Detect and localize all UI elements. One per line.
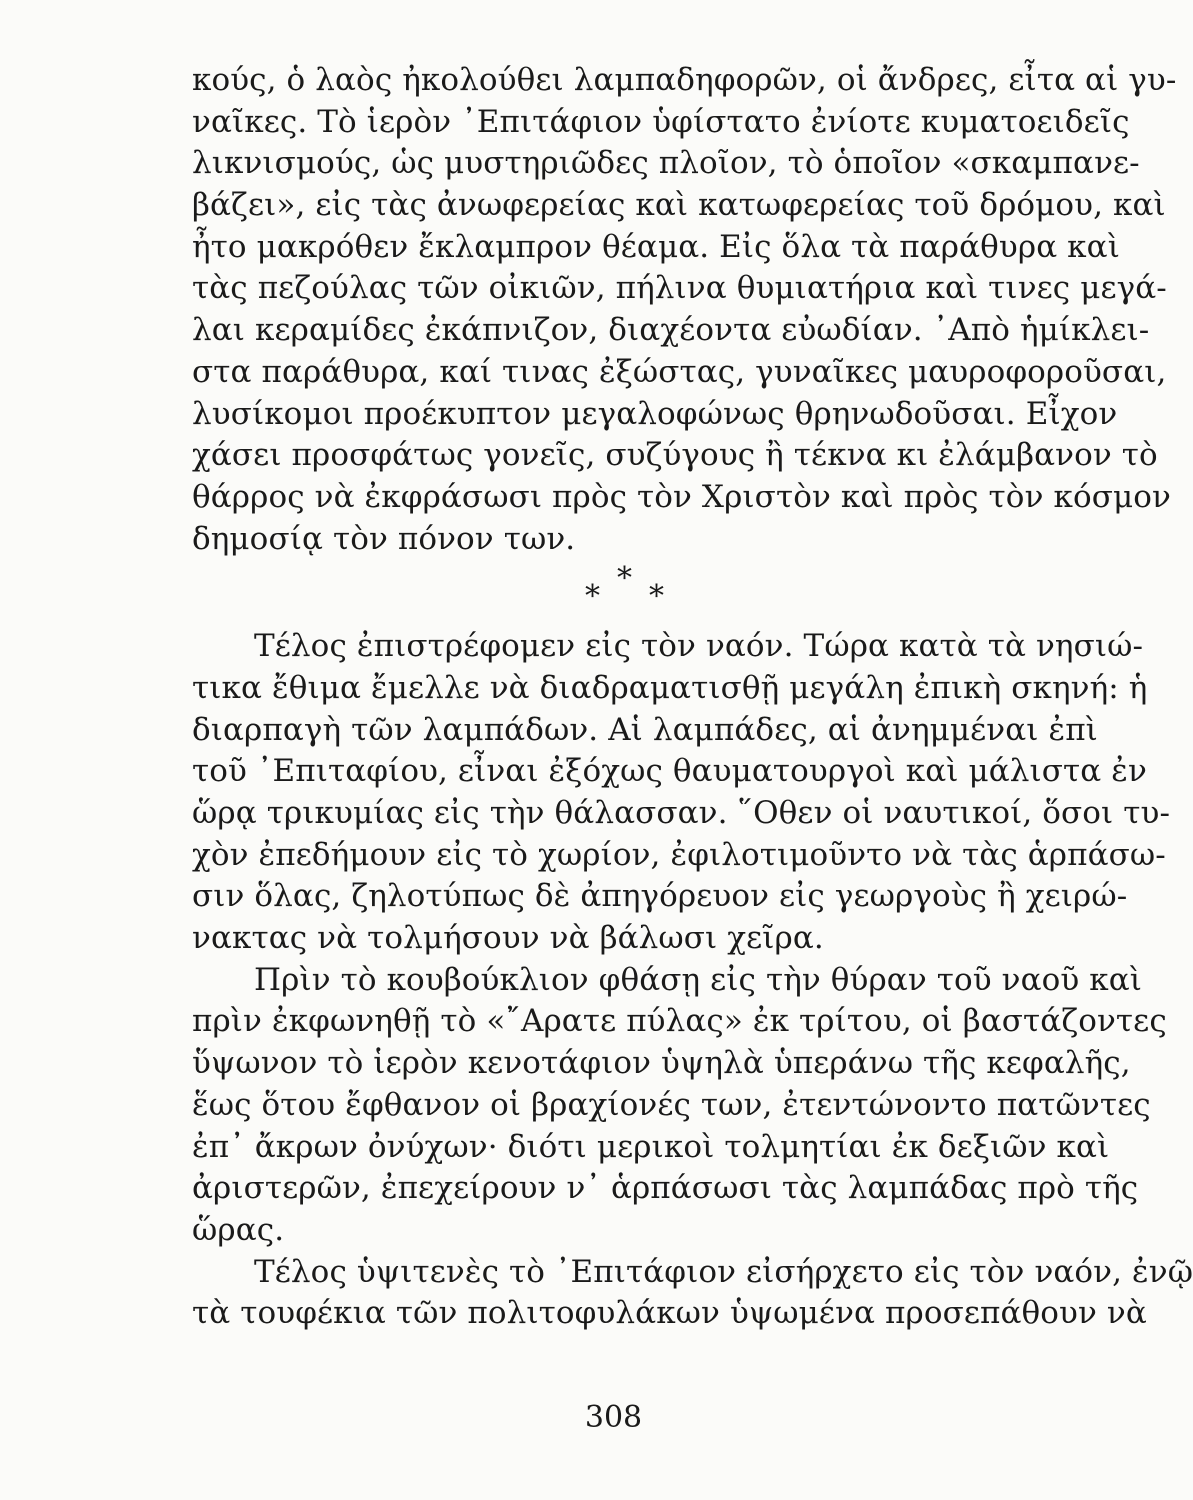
text-line: Τέλος ὑψιτενὲς τὸ ᾿Επιτάφιον εἰσήρχετο εἰς τὸν ναόν, ἐνῷ bbox=[254, 1253, 1193, 1290]
text-line: χὸν ἐπεδήμουν εἰς τὸ χωρίον, ἐφιλοτιμοῦντο νὰ τὰς ἁρπάσω- bbox=[192, 836, 1166, 873]
text-line: πρὶν ἐκφωνηθῇ τὸ «῎Αρατε πύλας» ἐκ τρίτου, οἱ βαστάζοντες bbox=[192, 1003, 1167, 1040]
paragraph-continued bbox=[192, 60, 1177, 560]
text-line: ὥρᾳ τρικυμίας εἰς τὴν θάλασσαν. ῞Οθεν οἱ ναυτικοί, ὅσοι τυ- bbox=[192, 795, 1171, 831]
text-line: κούς, ὁ λαὸς ἠκολούθει λαμπαδηφορῶν, οἱ ἄνδρες, εἶτα αἱ γυ- bbox=[192, 62, 1177, 98]
text-line: λαι κεραμίδες ἐκάπνιζον, διαχέοντα εὐωδίαν. ᾿Απὸ ἡμίκλει- bbox=[192, 312, 1150, 349]
text-line: ἕως ὅτου ἔφθανον οἱ βραχίονές των, ἐτεντώνοντο πατῶντες bbox=[192, 1086, 1151, 1123]
text-line: χάσει προσφάτως γονεῖς, συζύγους ἢ τέκνα κι ἐλάμβανον τὸ bbox=[192, 437, 1158, 474]
text-line: τοῦ ᾿Επιταφίου, εἶναι ἐξόχως θαυματουργοὶ καὶ μάλιστα ἐν bbox=[192, 753, 1147, 790]
text-line: στα παράθυρα, καί τινας ἐξώστας, γυναῖκες μαυροφοροῦσαι, bbox=[192, 353, 1167, 390]
asterisk-top: * bbox=[617, 561, 632, 597]
text-line: νακτας νὰ τολμήσουν νὰ βάλωσι χεῖρα. bbox=[192, 920, 824, 957]
text-line: ἦτο μακρόθεν ἔκλαμπρον θέαμα. Εἰς ὅλα τὰ παράθυρα καὶ bbox=[192, 228, 1120, 265]
text-line: τὰ τουφέκια τῶν πολιτοφυλάκων ὑψωμένα προσεπάθουν νὰ bbox=[192, 1295, 1147, 1332]
text-line: τικα ἔθιμα ἔμελλε νὰ διαδραματισθῇ μεγάλη ἐπικὴ σκηνή: ἡ bbox=[192, 669, 1148, 706]
text-line: δημοσίᾳ τὸν πόνον των. bbox=[192, 520, 576, 557]
section-separator bbox=[192, 560, 1062, 626]
text-line: βάζει», εἰς τὰς ἀνωφερείας καὶ κατωφερείας τοῦ δρόμου, καὶ bbox=[192, 187, 1166, 224]
paragraph-canopy bbox=[192, 960, 1167, 1252]
text-line: θάρρος νὰ ἐκφράσωσι πρὸς τὸν Χριστὸν καὶ πρὸς τὸν κόσμον bbox=[192, 478, 1171, 515]
text-line: λικνισμούς, ὡς μυστηριῶδες πλοῖον, τὸ ὁποῖον «σκαμπανε- bbox=[192, 145, 1140, 182]
asterisk-left: * bbox=[585, 579, 600, 615]
text-line: ὕψωνον τὸ ἱερὸν κενοτάφιον ὑψηλὰ ὑπεράνω τῆς κεφαλῆς, bbox=[192, 1045, 1131, 1082]
text-line: διαρπαγὴ τῶν λαμπάδων. Αἱ λαμπάδες, αἱ ἀνημμέναι ἐπὶ bbox=[192, 711, 1098, 748]
text-line: ὥρας. bbox=[192, 1211, 285, 1248]
paragraph-entry bbox=[192, 1252, 1193, 1335]
page-number: 308 bbox=[584, 1400, 643, 1435]
text-line: Τέλος ἐπιστρέφομεν εἰς τὸν ναόν. Τώρα κατὰ τὰ νησιώ- bbox=[254, 628, 1144, 665]
text-line: σιν ὅλας, ζηλοτύπως δὲ ἀπηγόρευον εἰς γεωργοὺς ἢ χειρώ- bbox=[192, 878, 1128, 915]
page-body bbox=[192, 60, 1193, 1335]
text-line: τὰς πεζούλας τῶν οἰκιῶν, πήλινα θυμιατήρια καὶ τινες μεγά- bbox=[192, 270, 1167, 307]
text-line: Πρὶν τὸ κουβούκλιον φθάσῃ εἰς τὴν θύραν τοῦ ναοῦ καὶ bbox=[254, 961, 1143, 998]
text-line: ἀριστερῶν, ἐπεχείρουν ν᾿ ἁρπάσωσι τὰς λαμπάδας πρὸ τῆς bbox=[192, 1170, 1139, 1207]
text-line: ἐπ᾿ ἄκρων ὀνύχων· διότι μερικοὶ τολμητίαι ἐκ δεξιῶν καὶ bbox=[192, 1128, 1110, 1165]
paragraph-lamps bbox=[192, 626, 1171, 960]
asterisk-right: * bbox=[649, 579, 664, 615]
text-line: λυσίκομοι προέκυπτον μεγαλοφώνως θρηνωδοῦσαι. Εἶχον bbox=[192, 395, 1118, 432]
text-line: ναῖκες. Τὸ ἱερὸν ᾿Επιτάφιον ὑφίστατο ἐνίοτε κυματοειδεῖς bbox=[192, 103, 1130, 140]
